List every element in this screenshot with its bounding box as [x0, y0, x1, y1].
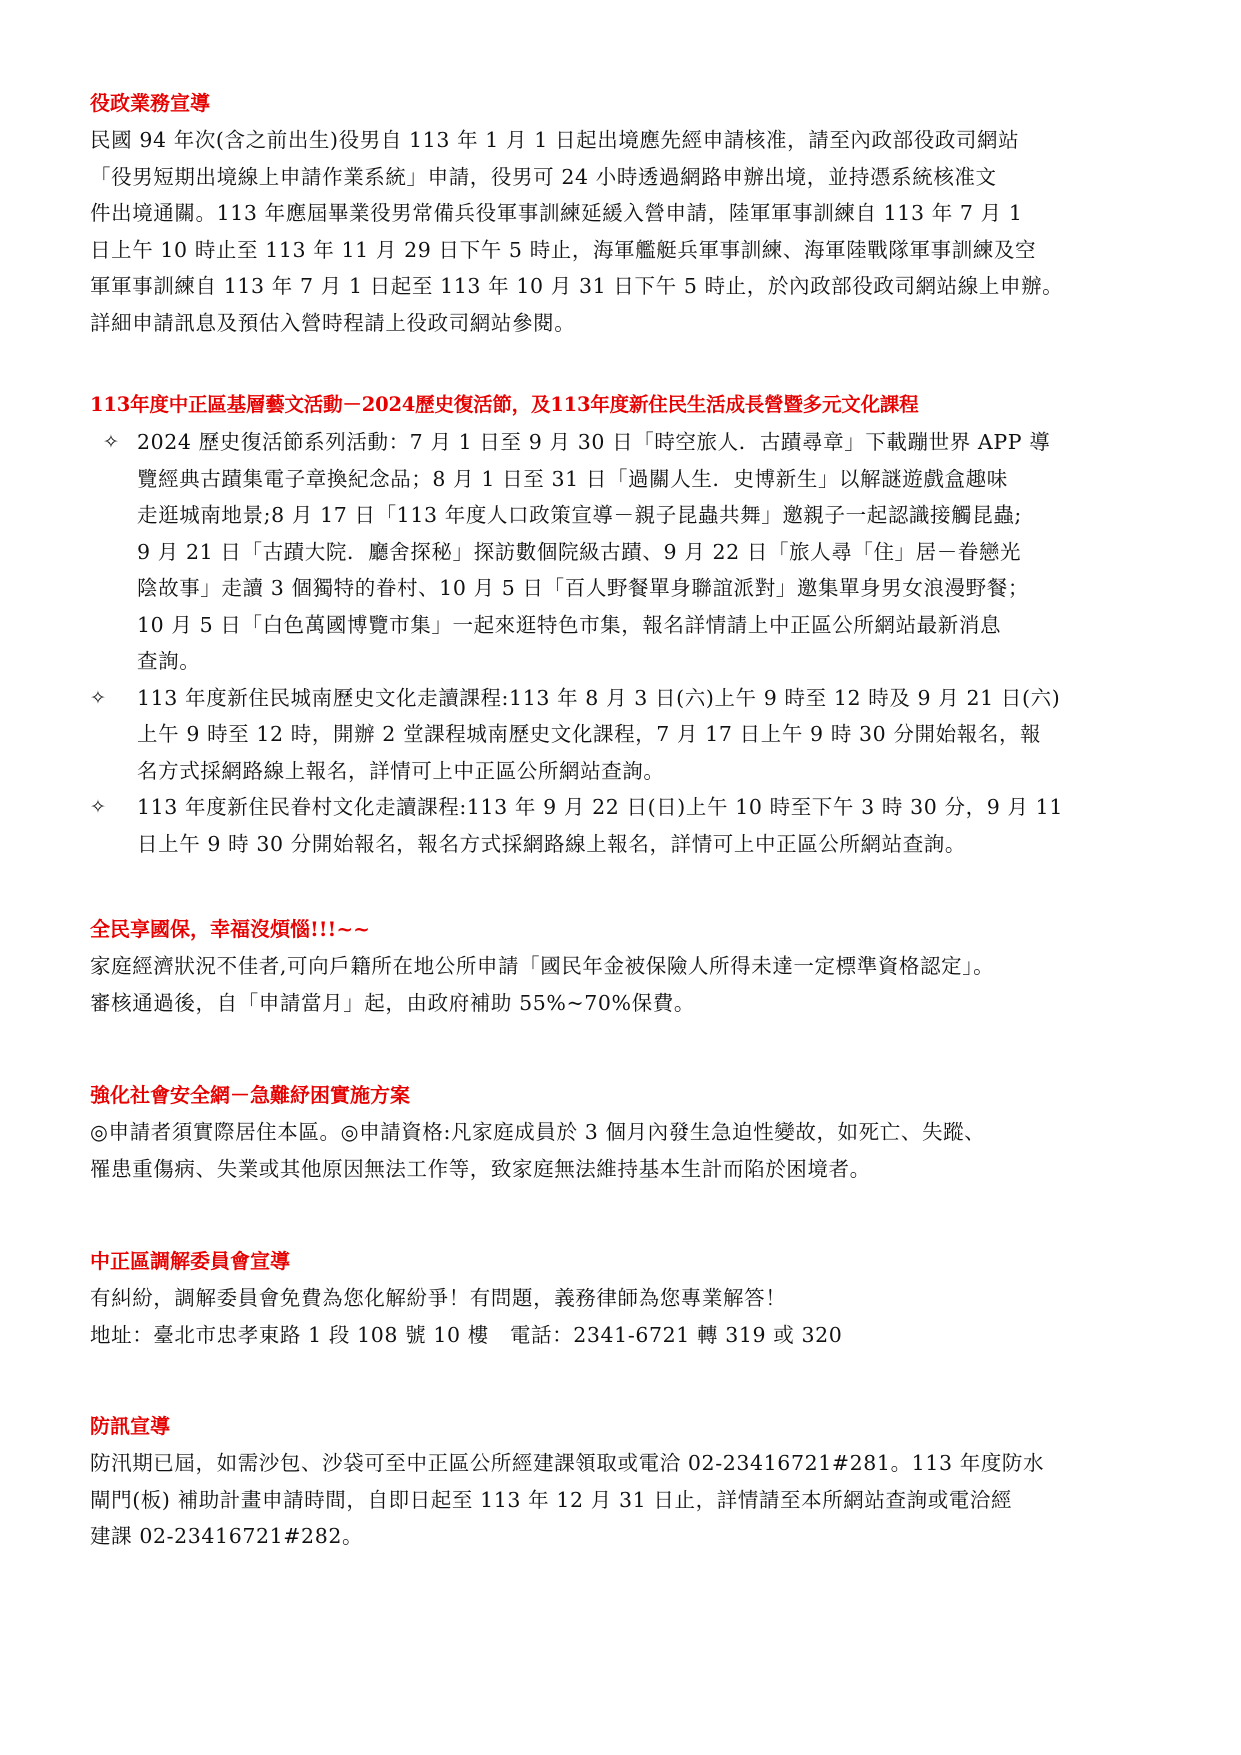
text-line: 件出境通關。113 年應屆畢業役男常備兵役軍事訓練延緩入營申請，陸軍軍事訓練自 113 年 7 月 1 [90, 201, 1023, 225]
text-line: 防汛期已屆，如需沙包、沙袋可至中正區公所經建課領取或電洽 02-23416721#281。113 年度防水 [90, 1451, 1045, 1475]
section-flood-prevention [90, 1411, 1152, 1555]
social-safety-net-body [90, 1114, 1152, 1187]
text-line: 2024 歷史復活節系列活動：7 月 1 日至 9 月 30 日「時空旅人．古蹟尋章」下載蹦世界 APP 導 [137, 430, 1051, 454]
section-social-safety-net [90, 1080, 1152, 1187]
text-line: 陰故事」走讀 3 個獨特的眷村、10 月 5 日「百人野餐單身聯誼派對」邀集單身男女浪漫野餐； [137, 576, 1029, 600]
diamond-star-bullet-icon: ✧ [103, 431, 120, 453]
text-line: 113 年度新住民眷村文化走讀課程:113 年 9 月 22 日(日)上午 10 時至下午 3 時 30 分，9 月 11 [137, 795, 1063, 819]
text-line: 罹患重傷病、失業或其他原因無法工作等，致家庭無法維持基本生計而陷於困境者。 [90, 1156, 871, 1181]
text-line: 日上午 9 時 30 分開始報名，報名方式採網路線上報名，詳情可上中正區公所網站查詢。 [137, 831, 966, 856]
flood-prevention-body [90, 1445, 1152, 1555]
diamond-star-bullet-icon: ✧ [90, 796, 107, 818]
text-line: 10 月 5 日「白色萬國博覽市集」一起來逛特色市集，報名詳情請上中正區公所網站最新消息 [137, 612, 1002, 637]
mediation-committee-body [90, 1280, 1152, 1353]
text-line: ◎申請者須實際居住本區。◎申請資格:凡家庭成員於 3 個月內發生急迫性變故，如死亡、失蹤、 [90, 1120, 986, 1144]
list-item [90, 680, 1152, 790]
section-military-service [90, 88, 1152, 341]
text-line: 閘門(板) 補助計畫申請時間，自即日起至 113 年 12 月 31 日止，詳情請至本所網站查詢或電洽經 [90, 1487, 1013, 1512]
section-history-festival [90, 390, 1152, 862]
text-line: 審核通過後，自「申請當月」起，由政府補助 55%~70%保費。 [90, 990, 695, 1015]
text-line: 軍軍事訓練自 113 年 7 月 1 日起至 113 年 10 月 31 日下午 5 時止，於內政部役政司網站線上申辦。 [90, 274, 1064, 298]
section-title-history-festival: 113年度中正區基層藝文活動－2024歷史復活節，及113年度新住民生活成長營暨多元文化課程 [90, 393, 919, 416]
text-line: 名方式採網路線上報名，詳情可上中正區公所網站查詢。 [137, 758, 665, 783]
national-pension-body [90, 948, 1152, 1021]
text-line: 113 年度新住民城南歷史文化走讀課程:113 年 8 月 3 日(六)上午 9 時至 12 時及 9 月 21 日(六) [137, 685, 1061, 710]
text-line: 有糾紛，調解委員會免費為您化解紛爭！有問題，義務律師為您專業解答！ [90, 1286, 787, 1310]
text-line: 「役男短期出境線上申請作業系統」申請，役男可 24 小時透過網路申辦出境，並持憑系統核准文 [90, 164, 997, 189]
diamond-star-bullet-icon: ✧ [90, 686, 107, 709]
section-mediation-committee [90, 1246, 1152, 1353]
text-line: 上午 9 時至 12 時，開辦 2 堂課程城南歷史文化課程，7 月 17 日上午 9 時 30 分開始報名，報 [137, 722, 1042, 746]
text-line: 家庭經濟狀況不佳者,可向戶籍所在地公所申請「國民年金被保險人所得未達一定標準資格認定」。 [90, 954, 995, 978]
section-title-military-service: 役政業務宣導 [90, 91, 210, 115]
text-line: 覽經典古蹟集電子章換紀念品；8 月 1 日至 31 日「過關人生．史博新生」以解謎遊戲盒趣味 [137, 466, 1008, 491]
text-line: 日上午 10 時止至 113 年 11 月 29 日下午 5 時止，海軍艦艇兵軍事訓練、海軍陸戰隊軍事訓練及空 [90, 237, 1037, 262]
contact-line: 地址：臺北市忠孝東路 1 段 108 號 10 樓 電話：2341-6721 轉 319 或 320 [90, 1322, 843, 1347]
text-line: 查詢。 [137, 649, 201, 673]
text-line: 詳細申請訊息及預估入營時程請上役政司網站參閱。 [90, 310, 576, 335]
text-line: 建課 02-23416721#282。 [90, 1524, 364, 1548]
section-title-national-pension: 全民享國保，幸福沒煩惱!!!~~ [90, 917, 370, 941]
text-line: 走逛城南地景;8 月 17 日「113 年度人口政策宣導－親子昆蟲共舞」邀親子一起認識接觸昆蟲; [137, 503, 1022, 527]
section-title-social-safety-net: 強化社會安全網－急難紓困實施方案 [90, 1083, 410, 1107]
text-line: 9 月 21 日「古蹟大院．廳舍探秘」探訪數個院級古蹟、9 月 22 日「旅人尋「住」居－眷戀光 [137, 539, 1022, 564]
list-item [90, 789, 1152, 862]
section-title-mediation-committee: 中正區調解委員會宣導 [90, 1249, 290, 1273]
section-national-pension [90, 914, 1152, 1021]
section-title-flood-prevention: 防訊宣導 [90, 1414, 170, 1438]
military-service-body [90, 122, 1152, 341]
list-item [90, 424, 1152, 680]
festival-bullet-list [90, 424, 1152, 862]
text-line: 民國 94 年次(含之前出生)役男自 113 年 1 月 1 日起出境應先經申請核准，請至內政部役政司網站 [90, 128, 1020, 152]
